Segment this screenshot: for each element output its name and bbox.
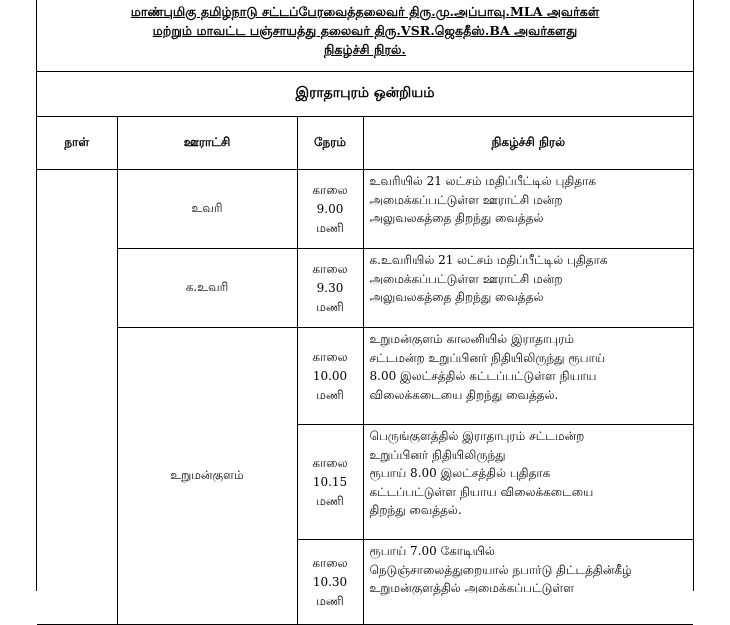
schedule-table [37, 116, 693, 625]
column-header-programme: நிகழ்ச்சி நிரல் [363, 117, 693, 170]
document-page [36, 0, 694, 608]
panchayat-cell: உவரி [117, 170, 297, 249]
table-row [37, 328, 693, 425]
time-cell: காலை 10.00 மணி [297, 328, 363, 425]
programme-cell: உவரியில் 21 லட்சம் மதிப்பீட்டில் புதிதாக அமைக்கப்பட்டுள்ள ஊராட்சி மன்ற அலுவலகத்தை திறந்து வைத்தல் [363, 170, 693, 249]
panchayat-cell: உறுமன்குளம் [117, 328, 297, 625]
column-header-date: நாள் [37, 117, 117, 170]
union-title: இராதாபுரம் ஒன்றியம் [37, 72, 693, 117]
header-line-3: நிகழ்ச்சி நிரல். [323, 42, 406, 57]
date-cell [37, 170, 117, 625]
programme-cell: பெருங்குளத்தில் இராதாபுரம் சட்டமன்ற உறுப்பினர் நிதியிலிருந்து ரூபாய் 8.00 இலட்சத்தில் புதிதாக கட்டப்பட்டுள்ள நியாய விலைக்கடையை திறந்து வைத்தல். [363, 425, 693, 540]
column-header-time: நேரம் [297, 117, 363, 170]
header-line-2: மற்றும் மாவட்ட பஞ்சாயத்து தலைவர் திரு.VSR.ஜெகதீஸ்.BA அவர்களது [152, 23, 578, 38]
table-row [37, 170, 693, 249]
programme-cell: க.உவரியில் 21 லட்சம் மதிப்பீட்டில் புதிதாக அமைக்கப்பட்டுள்ள ஊராட்சி மன்ற அலுவலகத்தை திறந்து வைத்தல் [363, 249, 693, 328]
header-line-1: மாண்புமிகு தமிழ்நாடு சட்டப்பேரவைத்தலைவர் திரு.மு.அப்பாவு.MLA அவர்கள் [130, 4, 600, 19]
programme-cell: ரூபாய் 7.00 கோடியில் நெடுஞ்சாலைத்துறையால் நபார்டு திட்டத்தின்கீழ் உறுமன்குளத்தில் அமைக்கப்பட்டுள்ள [363, 540, 693, 625]
programme-cell: உறுமன்குளம் காலனியில் இராதாபுரம் சட்டமன்ற உறுப்பினர் நிதியிலிருந்து ரூபாய் 8.00 இலட்சத்தில் கட்டப்பட்டுள்ள நியாய விலைக்கடையை திறந்து வைத்தல். [363, 328, 693, 425]
time-cell: காலை 9.30 மணி [297, 249, 363, 328]
time-cell: காலை 10.15 மணி [297, 425, 363, 540]
time-cell: காலை 9.00 மணி [297, 170, 363, 249]
document-header [37, 0, 693, 72]
table-header-row [37, 117, 693, 170]
table-row [37, 249, 693, 328]
panchayat-cell: க.உவரி [117, 249, 297, 328]
time-cell: காலை 10.30 மணி [297, 540, 363, 625]
column-header-panchayat: ஊராட்சி [117, 117, 297, 170]
